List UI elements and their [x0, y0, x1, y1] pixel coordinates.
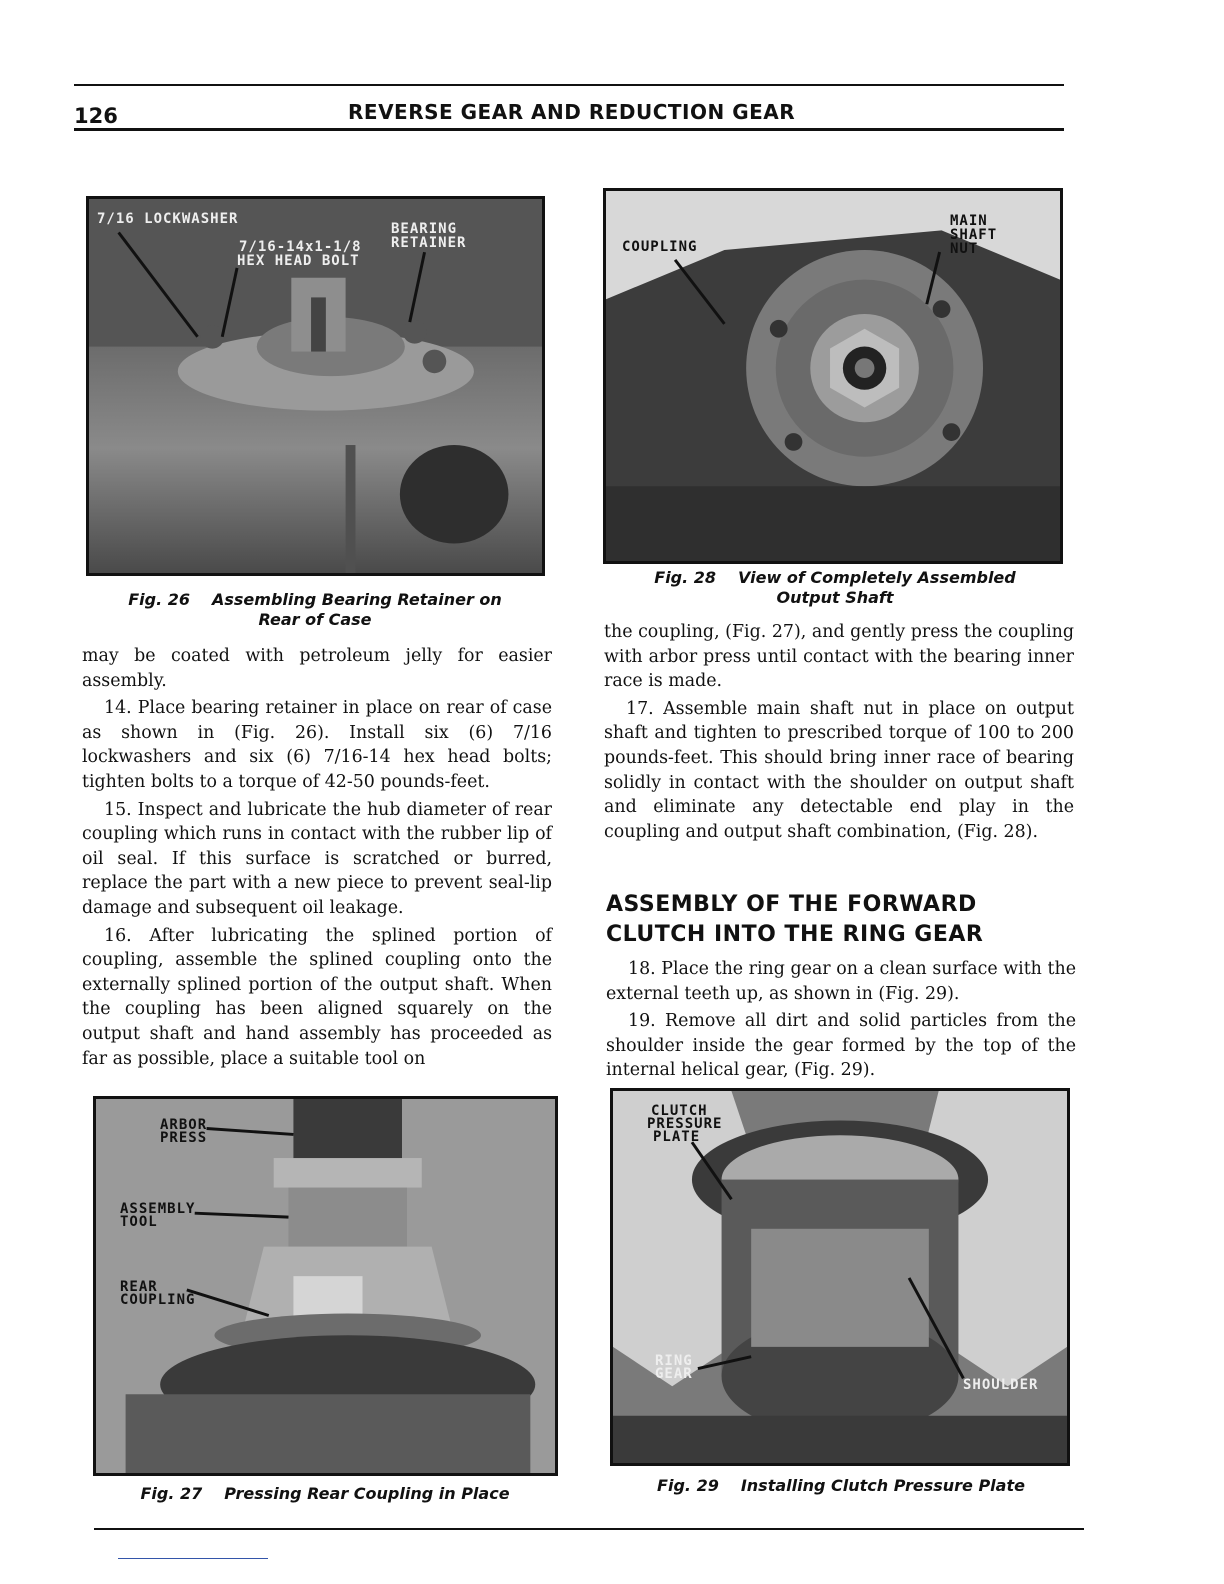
- fig26-number: Fig. 26: [128, 590, 190, 609]
- fig28-leader-lines: [606, 191, 1060, 561]
- left-para-15: 15. Inspect and lubricate the hub diameter of rear coupling which runs in contact with the rubber lip of oil seal. If this surface is scratched or burred, replace the part with a new piece to prevent seal-lip damage and subsequent oil leakage.: [82, 799, 552, 918]
- fig29-caption: [606, 1476, 1076, 1496]
- fig26-caption-line2: Rear of Case: [258, 610, 372, 629]
- fig28-caption-line2: Output Shaft: [776, 588, 894, 607]
- fig29-caption-text: Installing Clutch Pressure Plate: [740, 1476, 1025, 1495]
- right-para-19: 19. Remove all dirt and solid particles from the shoulder inside the gear formed by the top of the internal helical gear, (Fig. 29).: [606, 1011, 1076, 1081]
- header-bottom-rule: [74, 128, 1064, 131]
- fig26-label-lockwasher: 7/16 LOCKWASHER: [97, 211, 239, 227]
- fig29-label-ring-line1: RING: [655, 1353, 693, 1369]
- fig29-label-plate-line3: PLATE: [653, 1129, 701, 1145]
- fig26-label-retainer-line2: RETAINER: [391, 235, 467, 251]
- fig26-caption-line1: Assembling Bearing Retainer on: [211, 590, 502, 609]
- left-column: [82, 644, 552, 1071]
- fig27-label-tool-line2: TOOL: [120, 1214, 158, 1230]
- left-para-14: 14. Place bearing retainer in place on rear of case as shown in (Fig. 26). Install six (6) 7/16 lockwashers and six (6) 7/16-14 hex head bolts; tighten bolts to a torque of 42-50 pounds-feet.: [82, 698, 552, 792]
- right-column-bottom: [606, 954, 1076, 1083]
- fig26-photo: [86, 196, 545, 576]
- fig29-label-shoulder: SHOULDER: [963, 1377, 1039, 1393]
- fig27-caption: [90, 1484, 560, 1504]
- fig28-caption: [600, 568, 1070, 608]
- right-column-top: [604, 620, 1074, 844]
- right-para-18: 18. Place the ring gear on a clean surface with the external teeth up, as shown in (Fig. 29).: [606, 959, 1076, 1004]
- fig27-caption-text: Pressing Rear Coupling in Place: [224, 1484, 510, 1503]
- fig27-photo: [93, 1096, 558, 1476]
- fig28-caption-line1: View of Completely Assembled: [738, 568, 1016, 587]
- fig28-label-nut-line2: SHAFT: [950, 227, 998, 243]
- fig29-label-plate-line2: PRESSURE: [647, 1116, 723, 1132]
- header-top-rule: [74, 84, 1064, 86]
- fig27-label-coupling-line1: REAR: [120, 1279, 158, 1295]
- fig27-label-press-line2: PRESS: [160, 1130, 208, 1146]
- section-heading-line2: CLUTCH INTO THE RING GEAR: [606, 922, 984, 947]
- fig28-label-coupling: COUPLING: [622, 239, 698, 255]
- fig26-label-bolt-line2: HEX HEAD BOLT: [237, 253, 360, 269]
- fig26-leader-lines: [89, 199, 542, 573]
- right-para-17: 17. Assemble main shaft nut in place on output shaft and tighten to prescribed torque of 100 to 200 pounds-feet. This should bring inner race of bearing solidly in contact with the shoulder on output shaft and eliminate any detectable end play in the coupling and output shaft combination, (Fig. 28).: [604, 698, 1074, 842]
- fig29-photo: [610, 1088, 1070, 1466]
- page-number: 126: [74, 104, 118, 128]
- page-title: REVERSE GEAR AND REDUCTION GEAR: [348, 100, 796, 124]
- section-heading-line1: ASSEMBLY OF THE FORWARD: [606, 892, 977, 917]
- fig29-number: Fig. 29: [657, 1476, 719, 1495]
- section-heading: [606, 890, 1076, 950]
- fig26-label-retainer-line1: BEARING: [391, 221, 458, 237]
- left-para-16: 16. After lubricating the splined portion of coupling, assemble the splined coupling onto the externally splined portion of the output shaft. When the coupling has been aligned squarely on the output shaft and hand assembly has proceeded as far as possible, place a suitable tool on: [82, 925, 552, 1069]
- fig28-photo: [603, 188, 1063, 564]
- footer-short-rule: [118, 1558, 268, 1559]
- fig26-caption: [80, 590, 550, 630]
- right-para-continued: the coupling, (Fig. 27), and gently press the coupling with arbor press until contact with the bearing inner race is made.: [604, 622, 1074, 692]
- fig27-leader-lines: [96, 1099, 555, 1473]
- fig27-number: Fig. 27: [140, 1484, 203, 1503]
- fig29-label-plate-line1: CLUTCH: [651, 1103, 708, 1119]
- fig28-label-nut-line3: NUT: [950, 241, 979, 257]
- fig29-label-ring-line2: GEAR: [655, 1366, 693, 1382]
- left-para-continued: may be coated with petroleum jelly for easier assembly.: [82, 646, 552, 691]
- fig28-label-nut-line1: MAIN: [950, 213, 988, 229]
- fig27-label-coupling-line2: COUPLING: [120, 1292, 196, 1308]
- footer-rule: [94, 1528, 1084, 1530]
- fig26-label-bolt-line1: 7/16-14x1-1/8: [239, 239, 362, 255]
- fig27-label-tool-line1: ASSEMBLY: [120, 1201, 196, 1217]
- fig27-label-press-line1: ARBOR: [160, 1117, 208, 1133]
- fig28-number: Fig. 28: [654, 568, 717, 587]
- fig29-leader-lines: [613, 1091, 1067, 1463]
